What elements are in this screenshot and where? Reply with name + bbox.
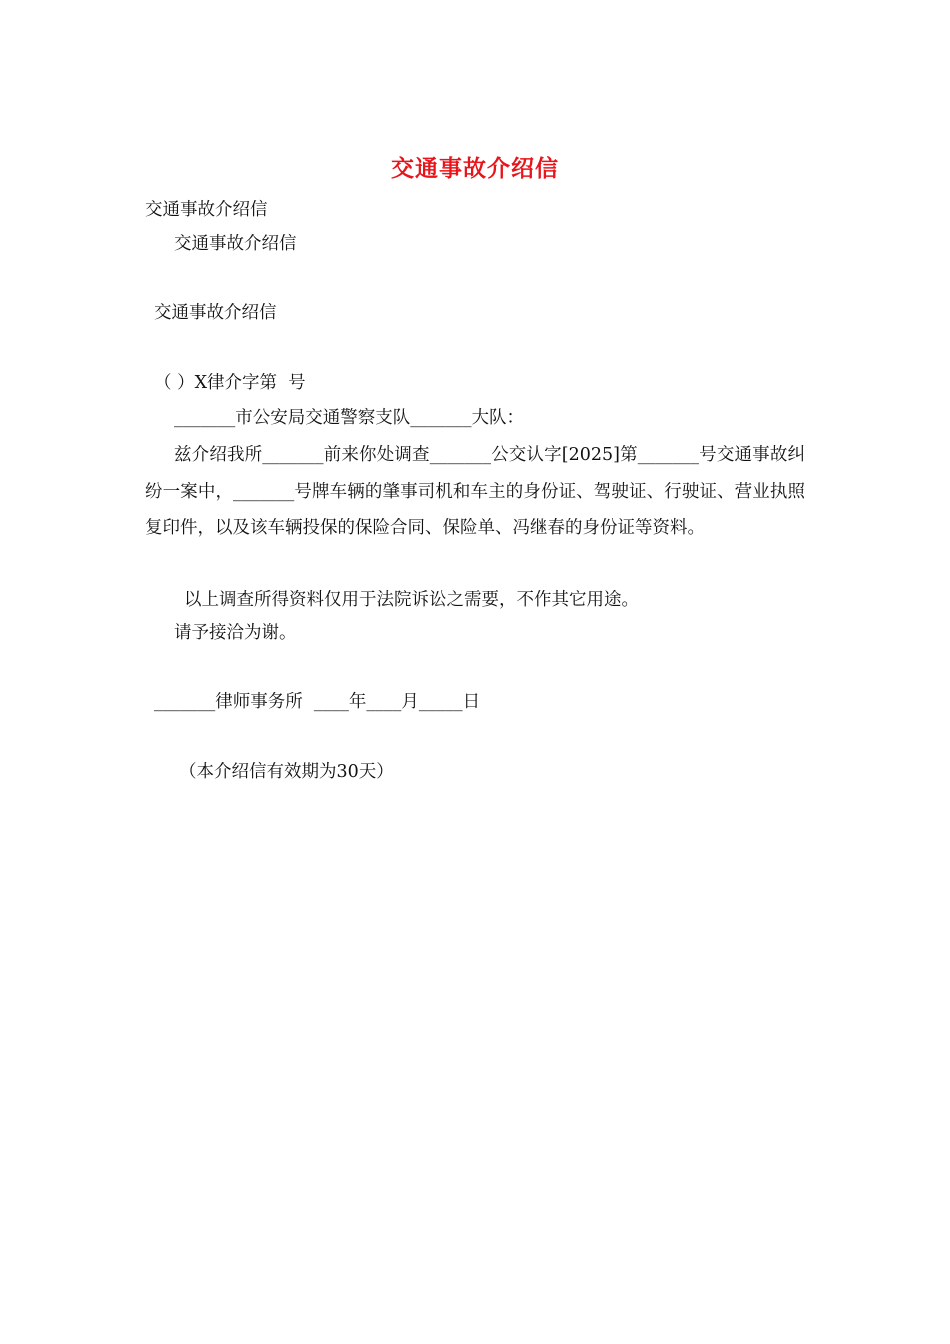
addressee-line: _______市公安局交通警察支队_______大队： <box>174 408 524 428</box>
signature-date-line: _______律师事务所 ____年____月_____日 <box>154 692 481 712</box>
usage-note: 以上调查所得资料仅用于法院诉讼之需要，不作其它用途。 <box>184 590 639 610</box>
heading-line-2: 交通事故介绍信 <box>174 234 297 254</box>
heading-line-1: 交通事故介绍信 <box>145 200 268 220</box>
document-title: 交通事故介绍信 <box>391 155 559 182</box>
validity-note: （本介绍信有效期为30天） <box>179 762 394 782</box>
reference-number-line: （ ）X律介字第 号 <box>154 373 306 393</box>
heading-line-3: 交通事故介绍信 <box>154 303 277 323</box>
body-paragraph: 兹介绍我所_______前来你处调查_______公交认字[2025]第_______号交通事故纠纷一案中，_______号牌车辆的肇事司机和车主的身份证、驾驶证、行驶证、营业执照复印件，以及该车辆投保的保险合同、保险单、冯继春的身份证等资料。 <box>145 445 805 538</box>
thanks-line: 请予接洽为谢。 <box>174 623 297 643</box>
